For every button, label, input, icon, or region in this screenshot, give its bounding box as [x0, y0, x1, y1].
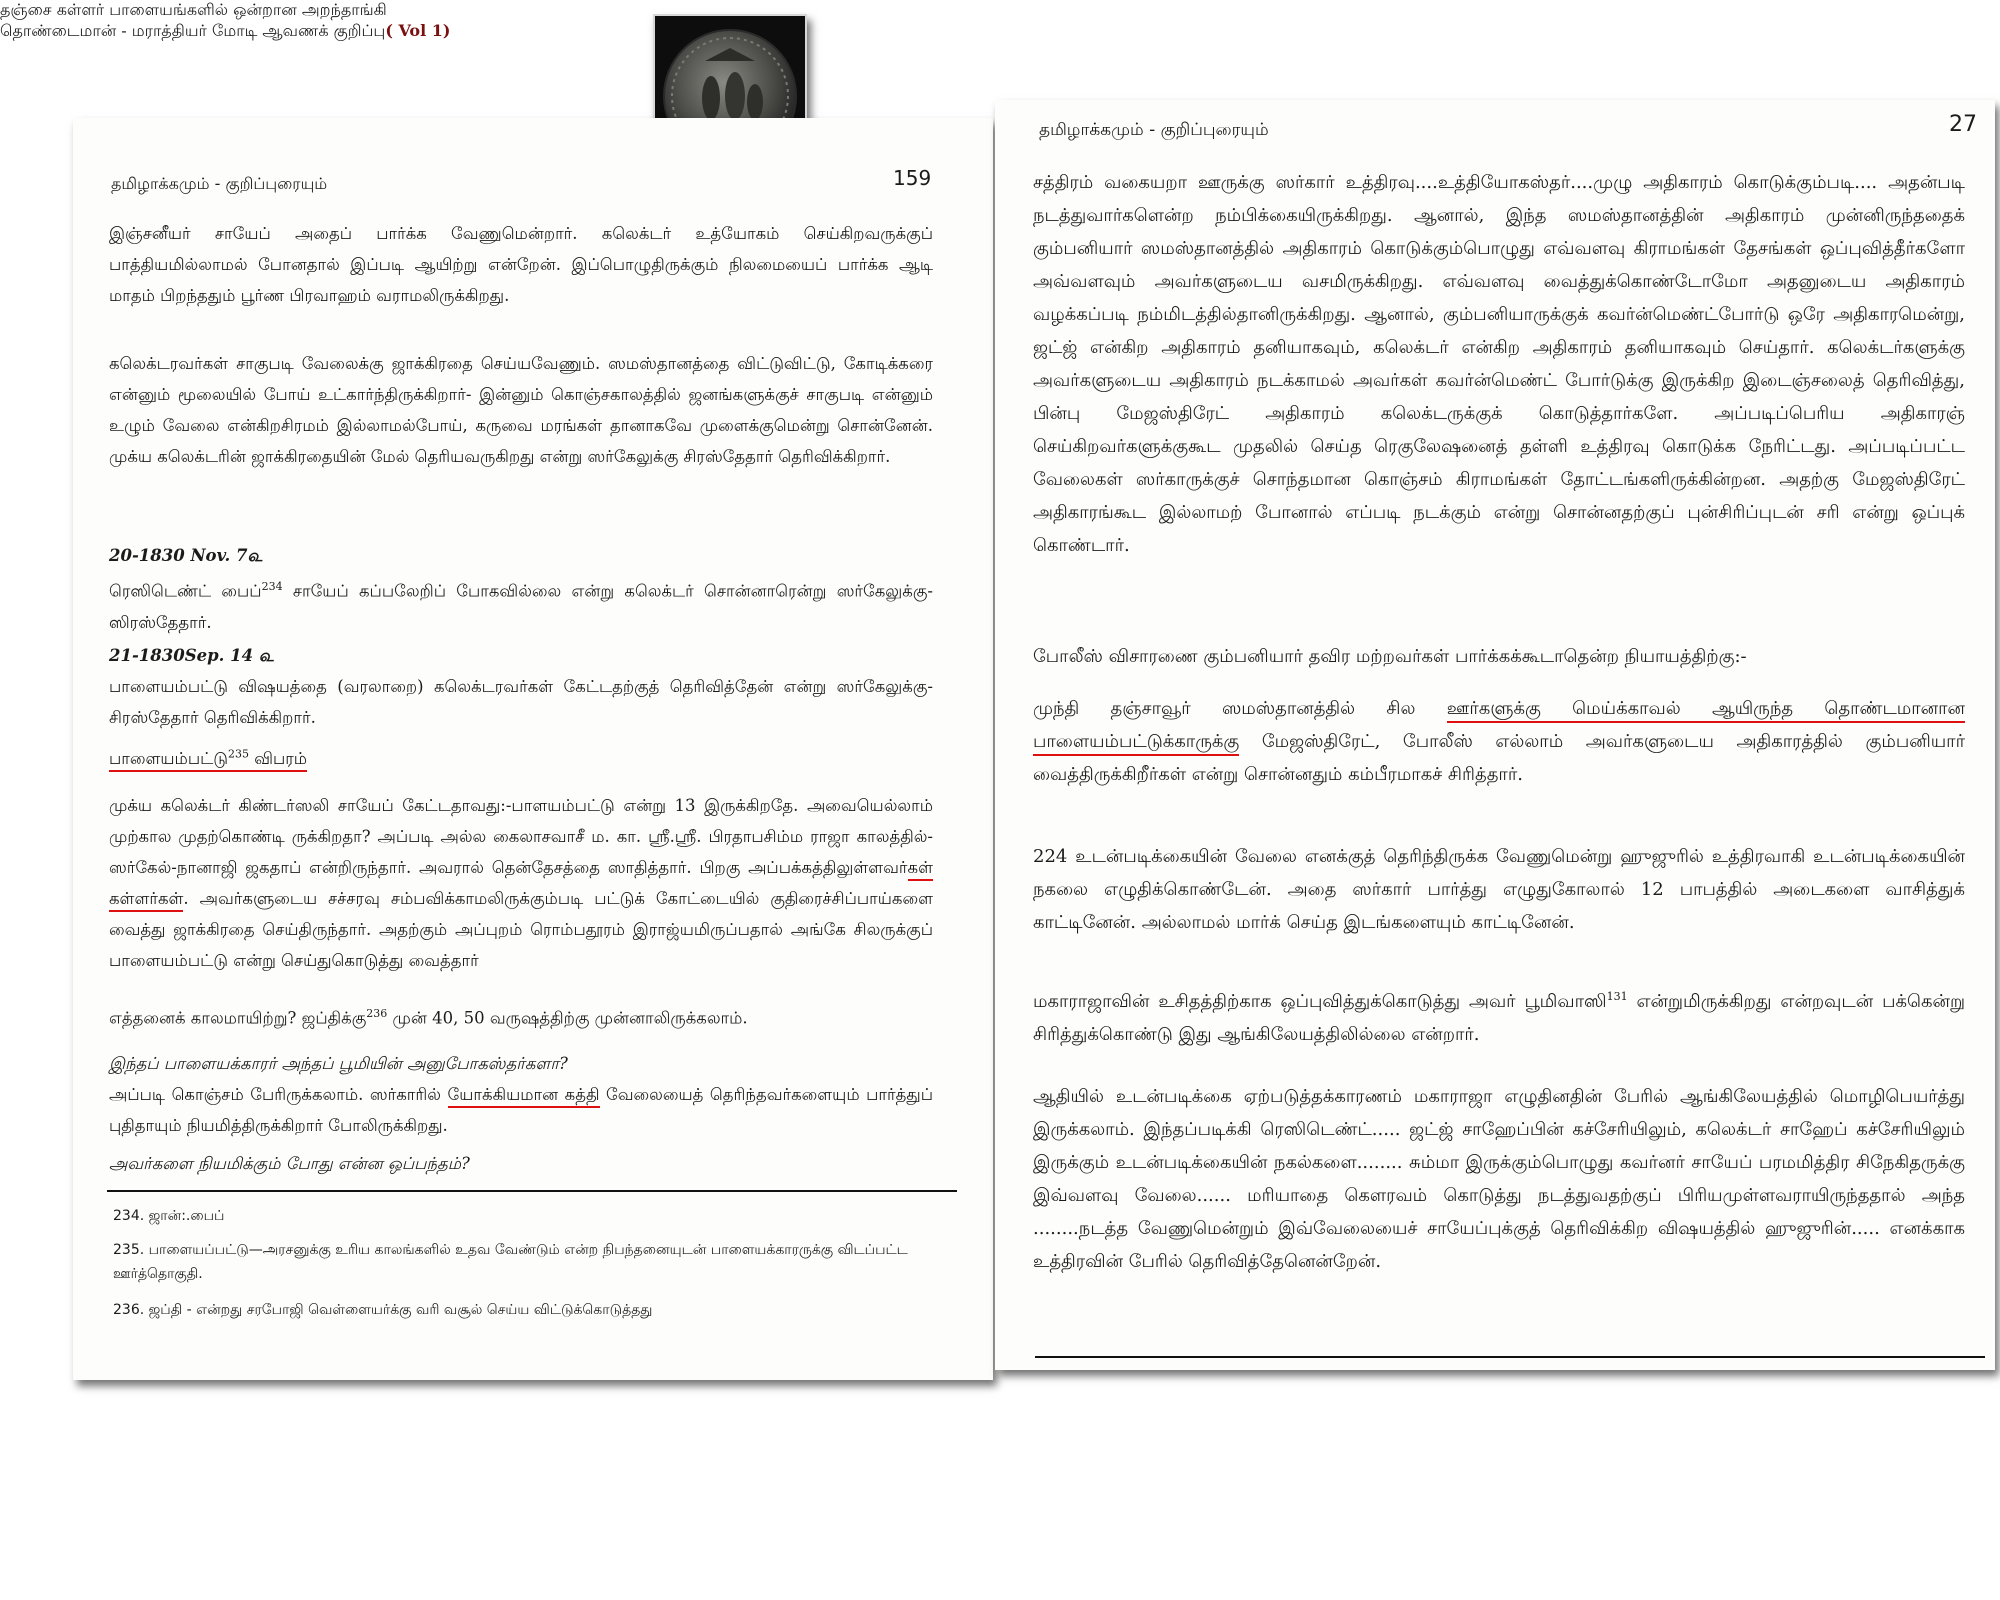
- text: . அவர்களுடைய சச்சரவு சம்பவிக்காமலிருக்கும்படி பட்டுக் கோட்டையில் குதிரைச்சிப்பாய்களை வைத்து ஜாக்கிரதை செய்திருந்தார். அதற்கும் அப்புறம் ரொம்பதூரம் இராஜ்யமிருப்பதால் அங்கே சிலருக்குப் பாளையம்பட்டு என்று செய்துகொடுத்து வைத்தார்: [109, 889, 933, 970]
- right-book-page: [995, 100, 1995, 1370]
- text: என்றுமிருக்கிறது என்றவுடன் பக்கென்று சிரித்துக்கொண்டு இது ஆங்கிலேயத்திலில்லை என்றார்.: [1033, 991, 1966, 1045]
- paragraph: [109, 998, 933, 1034]
- footnote: 234. ஜான்:.பைப்: [113, 1208, 225, 1224]
- underlined-text: யோக்கியமான கத்தி: [448, 1085, 600, 1108]
- paragraph: 224 உடன்படிக்கையின் வேலை எனக்குத் தெரிந்திருக்க வேணுமென்று ஹுஜுரில் உத்திரவாகி உடன்படிக்கையின் நகலை எழுதிக்கொண்டேன். அதை ஸர்கார் பார்த்து எழுதுகோலால் 12 பாபத்தில் அடைகளை வாசித்துக் காட்டினேன். அல்லாமல் மார்க் செய்த இடங்களையும் காட்டினேன்.: [1033, 846, 1965, 933]
- page-header: தமிழாக்கமும் - குறிப்புரையும்: [1039, 120, 1269, 140]
- text: முக்ய கலெக்டர் கிண்டர்ஸலி சாயேப் கேட்டதாவது:-பாளயம்பட்டு என்று 13 இருக்கிறதே. அவையெல்லாம் முற்கால முதற்கொண்டி ருக்கிறதா? அப்படி அல்ல கைலாசவாசீ ம. கா. ஸ்ரீ.ஸ்ரீ. பிரதாபசிம்ம ராஜா காலத்தில்-ஸர்கேல்-நானாஜி ஜகதாப் என்றிருந்தார். அவரால் தென்தேசத்தை ஸாதித்தார். பிறகு அப்பக்கத்திலுள்ளவர்: [109, 796, 933, 877]
- page-number: 159: [893, 166, 932, 190]
- text: எத்தனைக் காலமாயிற்று? ஜப்திக்கு: [109, 1008, 367, 1028]
- heading-text: விபரம்: [248, 748, 308, 768]
- qa-block: [109, 1048, 933, 1141]
- entry-block: [109, 640, 933, 733]
- footnote-ref: 236: [366, 1007, 388, 1020]
- text: மகாராஜாவின் உசிதத்திற்காக ஒப்புவித்துக்கொடுத்து அவர் பூமிவாஸி: [1033, 991, 1607, 1012]
- entry-date: 20-1830 Nov. 7௳: [109, 546, 263, 565]
- paragraph: [1033, 980, 1965, 1051]
- footnote-ref: 131: [1606, 990, 1628, 1003]
- question: அவர்களை நியமிக்கும் போது என்ன ஒப்பந்தம்?: [109, 1154, 470, 1173]
- underlined-text: ஊர்களுக்கு மெய்க்காவல் ஆயிருந்த தொண்டமானான பாளையம்பட்டுக்காருக்கு: [1033, 698, 1965, 756]
- volume-label: ( Vol 1): [385, 21, 451, 40]
- caption-title-line-1: தஞ்சை கள்ளர் பாளையங்களில் ஒன்றான அறந்தாங்கி: [0, 0, 387, 19]
- paragraph: [1033, 692, 1965, 791]
- caption-title-text: தொண்டைமான் - மராத்தியர் மோடி ஆவணக் குறிப்பு: [0, 21, 386, 40]
- footnote-ref: 235: [227, 747, 249, 760]
- text: ரெஸிடெண்ட் பைப்: [109, 581, 262, 601]
- question: இந்தப் பாளையக்காரர் அந்தப் பூமியின் அனுபோகஸ்தர்களா?: [109, 1054, 568, 1073]
- paragraph: [109, 790, 933, 976]
- paragraph: கலெக்டரவர்கள் சாகுபடி வேலைக்கு ஜாக்கிரதை செய்யவேணும். ஸமஸ்தானத்தை விட்டுவிட்டு, கோடிக்கரை என்னும் மூலையில் போய் உட்கார்ந்திருக்கிறார்- இன்னும் கொஞ்சகாலத்தில் ஜனங்களுக்குச் சாகுபடி என்னும் உழும் வேலை என்கிறசிரமம் இல்லாமல்போய், கருவை மரங்கள் தானாகவே முளைக்குமென்று சொன்னேன். முக்ய கலெக்டரின் ஜாக்கிரதையின் மேல் தெரியவருகிறது என்று ஸர்கேலுக்கு சிரஸ்தேதார் தெரிவிக்கிறார்.: [109, 354, 933, 466]
- footnote-divider: [107, 1190, 957, 1192]
- text: சாயேப் கப்பலேறிப் போகவில்லை என்று கலெக்டர் சொன்னாரென்று ஸர்கேலுக்கு-ஸிரஸ்தேதார்.: [109, 581, 933, 632]
- paragraph: இஞ்சனீயர் சாயேப் அதைப் பார்க்க வேணுமென்றார். கலெக்டர் உத்யோகம் செய்கிறவருக்குப் பாத்தியமில்லாமல் போனதால் இப்படி ஆயிற்று என்றேன். இப்பொழுதிருக்கும் நிலமையைப் பார்க்க ஆடி மாதம் பிறந்ததும் பூர்ண பிரவாஹம் வராமலிருக்கிறது.: [109, 224, 933, 305]
- footnote-ref: 234: [261, 580, 283, 593]
- text: மேஜஸ்திரேட், போலீஸ் எல்லாம் அவர்களுடைய அதிகாரத்தில் கும்பனியார் வைத்திருக்கிறீர்கள் என்று சொன்னதும் கம்பீரமாகச் சிரித்தார்.: [1033, 731, 1965, 785]
- footnote: 235. பாளையப்பட்டு—அரசனுக்கு உரிய காலங்களில் உதவ வேண்டும் என்ற நிபந்தனையுடன் பாளையக்காரருக்கு விடப்பட்ட ஊர்த்தொகுதி.: [113, 1242, 908, 1282]
- paragraph: சத்திரம் வகையறா ஊருக்கு ஸர்கார் உத்திரவு....உத்தியோகஸ்தர்....முழு அதிகாரம் கொடுக்கும்படி.... அதன்படி நடத்துவார்களென்ற நம்பிக்கையிருக்கிறது. ஆனால், இந்த ஸமஸ்தானத்தின் அதிகாரம் முன்னிருந்ததைக் கும்பனியார் ஸமஸ்தானத்தில் அதிகாரம் கொடுக்கும்பொழுது எவ்வளவு கிராமங்கள் தேசங்கள் ஒப்புவித்தீர்களோ அவ்வளவும் அவர்களுடைய வசமிருக்கிறது. எவ்வளவு வைத்துக்கொண்டோமோ அதனுடைய அதிகாரம் வழக்கப்படி நம்மிடத்தில்தானிருக்கிறது. ஆனால், கும்பனியாருக்குக் கவர்ன்மெண்ட்போர்டு ஒரே அதிகாரமென்று, ஜட்ஜ் என்கிற அதிகாரம் தனியாகவும், கலெக்டர் என்கிற அதிகாரம் தனியாகவும் செய்தார். கலெக்டர்களுக்கு அவர்களுடைய அதிகாரம் நடக்காமல் அவர்கள் கவர்ன்மெண்ட் போர்டுக்கு இருக்கிற இடைஞ்சலைத் தெரிவித்து, பின்பு மேஜஸ்திரேட் அதிகாரம் கலெக்டருக்குக் கொடுத்தார்களே. அப்படிப்பெரிய அதிகாரஞ் செய்கிறவர்களுக்குகூட முதலில் செய்த ரெகுலேஷனைத் தள்ளி உத்திரவு கொடுக்க நேரிட்டது. அப்படிப்பட்ட வேலைகள் ஸர்காருக்குச் சொந்தமான கொஞ்சம் கிராமங்கள் தோட்டங்களிருக்கின்றன. அதற்கு மேஜஸ்திரேட் அதிகாரங்கூட இல்லாமற் போனால் எப்படி நடக்கும் என்று சொன்னதற்குப் புன்சிரிப்புடன் சரி என்று ஒப்புக் கொண்டார்.: [1033, 172, 1965, 556]
- paragraph: ஆதியில் உடன்படிக்கை ஏற்படுத்தக்காரணம் மகாராஜா எழுதினதின் பேரில் ஆங்கிலேயத்தில் மொழிபெயர்த்து இருக்கலாம். இந்தப்படிக்கி ரெஸிடெண்ட்..... ஜட்ஜ் சாஹேப்பின் கச்சேரியிலும், கலெக்டர் சாஹேப் கச்சேரியிலும் இருக்கும் உடன்படிக்கையின் நகல்களை........ சும்மா இருக்கும்பொழுது கவர்னர் சாயேப் பரமமித்திர சிநேகிதருக்கு இவ்வளவு வேலை...... மரியாதை கௌரவம் கொடுத்து நடத்துவதற்குப் பிரியமுள்ளவராயிருந்ததால் அந்த ........நடத்த வேணுமென்றும் இவ்வேலையைச் சாயேப்புக்குத் தெரிவிக்கிற விஷயத்தில் ஹுஜுரின்..... எனக்காக உத்திரவின் பேரில் தெரிவித்தேனென்றேன்.: [1033, 1086, 1965, 1272]
- paragraph: போலீஸ் விசாரணை கும்பனியார் தவிர மற்றவர்கள் பார்க்கக்கூடாதென்ற நியாயத்திற்கு:-: [1033, 646, 1747, 667]
- text: முன் 40, 50 வருஷத்திற்கு முன்னாலிருக்கலாம்.: [387, 1008, 748, 1028]
- underlined-text: கள் கள்ளர்கள்: [109, 858, 933, 912]
- page-number: 27: [1949, 112, 1977, 137]
- heading-text: பாளையம்பட்டு: [109, 748, 228, 768]
- entry-block: [109, 540, 933, 638]
- text: முந்தி தஞ்சாவூர் ஸமஸ்தானத்தில் சில: [1033, 698, 1447, 719]
- left-book-page: [73, 118, 993, 1380]
- page-bottom-rule: [1035, 1356, 1985, 1358]
- footnote: 236. ஜப்தி - என்றது சரபோஜி வெள்ளையர்க்கு வரி வசூல் செய்ய விட்டுக்கொடுத்தது: [113, 1302, 653, 1318]
- text: வேலையைத் தெரிந்தவர்களையும் பார்த்துப் புதிதாயும் நியமித்திருக்கிறார் போலிருக்கிறது.: [109, 1085, 933, 1135]
- entry-date: 21-1830Sep. 14 ௳: [109, 646, 274, 665]
- text: அப்படி கொஞ்சம் பேரிருக்கலாம். ஸர்காரில்: [109, 1085, 448, 1104]
- page-header: தமிழாக்கமும் - குறிப்புரையும்: [111, 174, 328, 193]
- caption-title-line-2: [0, 21, 2000, 42]
- paragraph: பாளையம்பட்டு விஷயத்தை (வரலாறை) கலெக்டரவர்கள் கேட்டதற்குத் தெரிவித்தேன் என்று ஸர்கேலுக்கு-சிரஸ்தேதார் தெரிவிக்கிறார்.: [109, 677, 933, 727]
- section-heading: [109, 738, 933, 774]
